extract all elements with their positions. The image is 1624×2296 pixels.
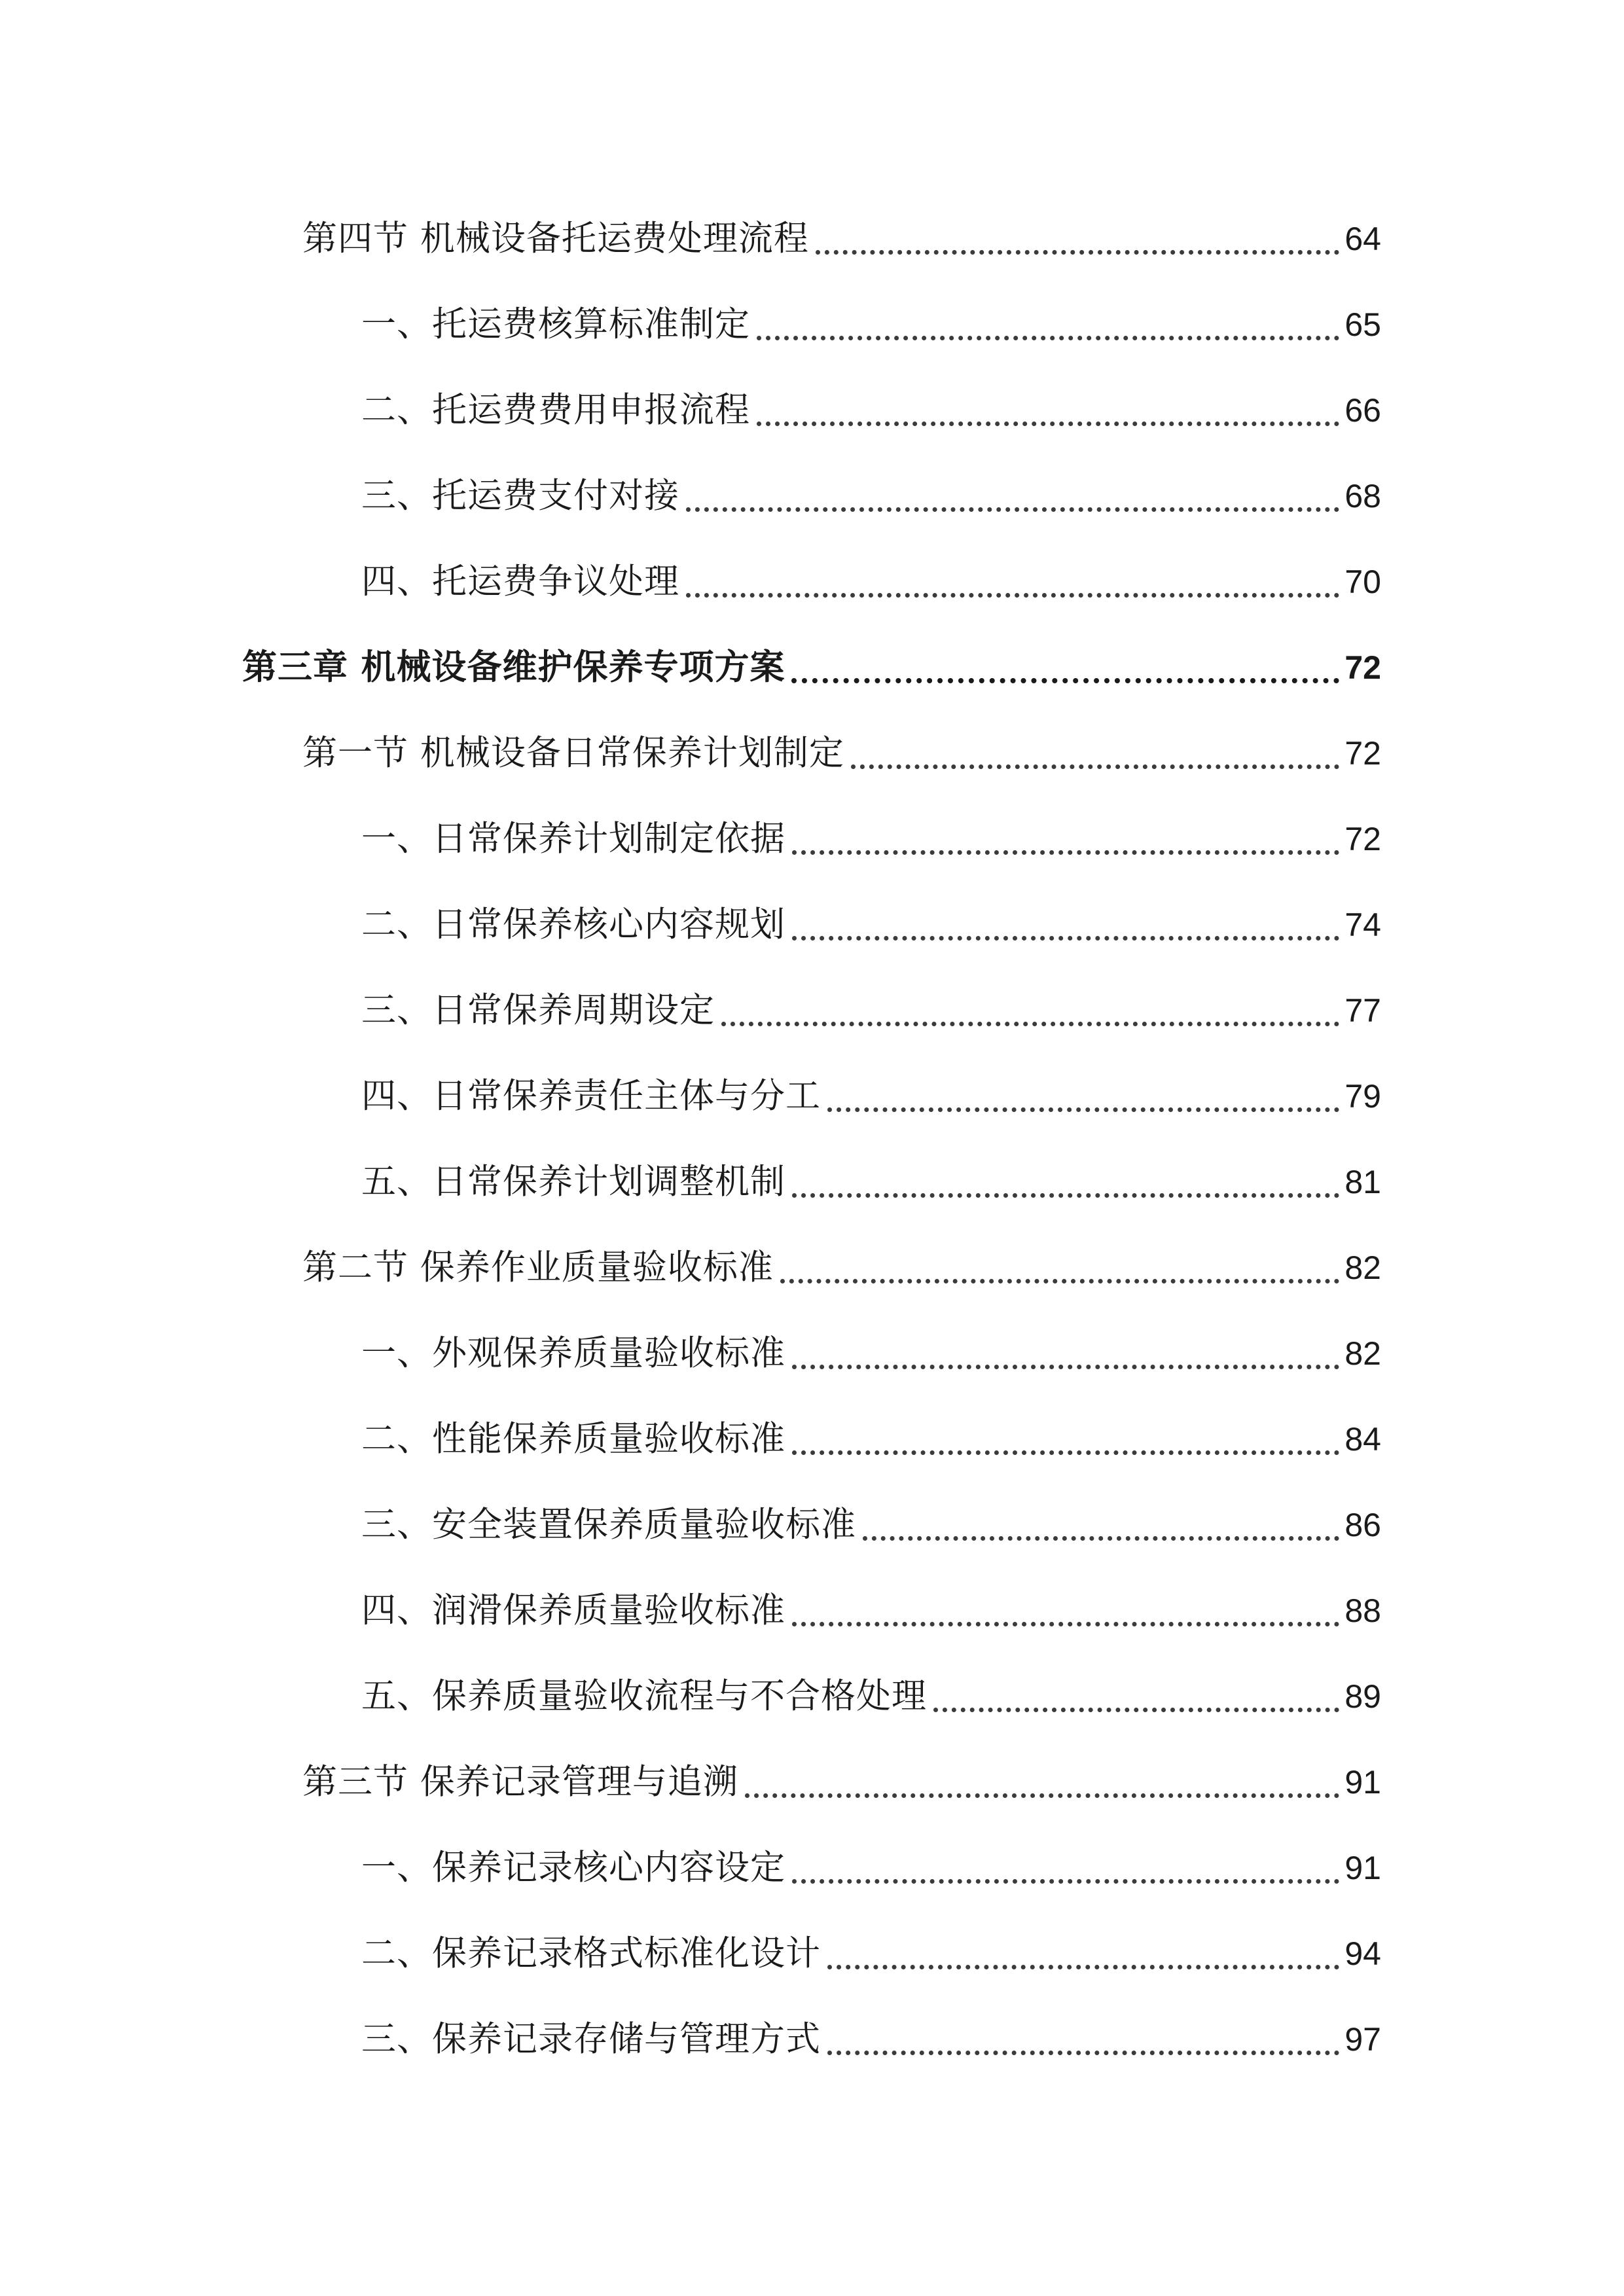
toc-entry[interactable] — [361, 2013, 1381, 2066]
toc-entry[interactable] — [361, 1413, 1381, 1465]
toc-entry-title: 二、托运费费用申报流程 — [361, 390, 750, 430]
toc-dot-leader — [792, 936, 1339, 941]
toc-entry-title: 二、保养记录格式标准化设计 — [361, 1933, 821, 1973]
toc-dot-leader — [721, 1022, 1339, 1026]
toc-dot-leader — [792, 1879, 1339, 1884]
toc-entry[interactable] — [361, 1670, 1381, 1723]
toc-entry-page: 64 — [1344, 221, 1381, 257]
toc-entry-title: 三、保养记录存储与管理方式 — [361, 2019, 821, 2059]
toc-dot-leader — [851, 764, 1340, 769]
toc-dot-leader — [792, 850, 1339, 855]
toc-entry-title: 一、日常保养计划制定依据 — [361, 819, 785, 859]
toc-entry[interactable] — [361, 899, 1381, 951]
toc-entry-page: 94 — [1344, 1935, 1381, 1972]
toc-entry-page: 86 — [1344, 1507, 1381, 1543]
toc-entry[interactable] — [361, 470, 1381, 522]
toc-dot-leader — [792, 1193, 1339, 1198]
toc-dot-leader — [827, 1107, 1339, 1112]
toc-dot-leader — [827, 2051, 1339, 2055]
toc-entry-page: 77 — [1344, 992, 1381, 1029]
toc-entry[interactable] — [302, 727, 1381, 780]
toc-entry-title: 五、保养质量验收流程与不合格处理 — [361, 1676, 927, 1716]
toc-entry-title: 一、外观保养质量验收标准 — [361, 1333, 785, 1373]
toc-entry-page: 72 — [1344, 735, 1381, 772]
toc-entry-title: 四、润滑保养质量验收标准 — [361, 1590, 785, 1630]
toc-entry-page: 91 — [1344, 1850, 1381, 1886]
toc-entry-title: 二、性能保养质量验收标准 — [361, 1419, 785, 1459]
toc-entry-page: 65 — [1344, 306, 1381, 343]
toc-entry-title: 第四节 机械设备托运费处理流程 — [302, 219, 809, 259]
toc-entry[interactable] — [302, 1756, 1381, 1808]
toc-entry-page: 84 — [1344, 1421, 1381, 1458]
toc-entry[interactable] — [361, 298, 1381, 351]
toc-dot-leader — [816, 250, 1340, 255]
toc-dot-leader — [792, 1622, 1339, 1626]
toc-entry[interactable] — [361, 1928, 1381, 1980]
toc-entry[interactable] — [361, 384, 1381, 437]
toc-entry-title: 五、日常保养计划调整机制 — [361, 1162, 785, 1202]
toc-entry-title: 第一节 机械设备日常保养计划制定 — [302, 733, 844, 773]
toc-entry[interactable] — [361, 1842, 1381, 1894]
toc-entry[interactable] — [361, 1499, 1381, 1551]
toc-entry-title: 四、托运费争议处理 — [361, 562, 679, 601]
toc-dot-leader — [792, 1450, 1339, 1455]
toc-entry-title: 三、安全装置保养质量验收标准 — [361, 1505, 856, 1545]
toc-entry[interactable] — [361, 1070, 1381, 1122]
toc-entry-title: 第二节 保养作业质量验收标准 — [302, 1247, 774, 1287]
toc-entry-page: 68 — [1344, 478, 1381, 514]
toc-dot-leader — [686, 507, 1339, 512]
toc-entry-title: 一、保养记录核心内容设定 — [361, 1848, 785, 1888]
toc-entry-chapter[interactable] — [242, 641, 1381, 694]
toc-entry-title: 三、日常保养周期设定 — [361, 990, 715, 1030]
toc-dot-leader — [933, 1708, 1339, 1712]
toc-dot-leader — [757, 336, 1339, 340]
toc-entry[interactable] — [302, 213, 1381, 265]
toc-entry-page: 72 — [1344, 649, 1381, 686]
toc-dot-leader — [686, 593, 1339, 598]
toc-dot-leader — [863, 1536, 1339, 1541]
toc-entry-title: 第三章 机械设备维护保养专项方案 — [242, 647, 785, 687]
toc-entry-page: 91 — [1344, 1764, 1381, 1801]
toc-entry-title: 一、托运费核算标准制定 — [361, 304, 750, 344]
toc-entry-page: 97 — [1344, 2021, 1381, 2058]
toc-entry-page: 82 — [1344, 1249, 1381, 1286]
toc-entry-page: 79 — [1344, 1078, 1381, 1115]
toc-entry-title: 四、日常保养责任主体与分工 — [361, 1076, 821, 1116]
toc-entry[interactable] — [361, 1585, 1381, 1637]
toc-entry[interactable] — [302, 1242, 1381, 1294]
toc-entry-page: 74 — [1344, 906, 1381, 943]
toc-entry[interactable] — [361, 984, 1381, 1037]
toc-entry-title: 三、托运费支付对接 — [361, 476, 679, 516]
toc-entry-page: 89 — [1344, 1678, 1381, 1715]
toc-dot-leader — [780, 1279, 1340, 1283]
toc-dot-leader — [757, 422, 1339, 426]
toc-entry-title: 二、日常保养核心内容规划 — [361, 905, 785, 944]
toc-entry-page: 81 — [1344, 1164, 1381, 1200]
toc-dot-leader — [792, 1365, 1339, 1369]
toc-entry-page: 88 — [1344, 1592, 1381, 1629]
toc-entry[interactable] — [361, 1327, 1381, 1380]
toc-dot-leader — [791, 678, 1339, 683]
toc-entry[interactable] — [361, 813, 1381, 865]
toc-entry-title: 第三节 保养记录管理与追溯 — [302, 1762, 738, 1802]
toc-dot-leader — [745, 1793, 1340, 1798]
toc-entry-page: 66 — [1344, 392, 1381, 429]
toc-entry[interactable] — [361, 1156, 1381, 1208]
toc-dot-leader — [827, 1965, 1339, 1969]
toc-entry[interactable] — [361, 556, 1381, 608]
toc-entry-page: 70 — [1344, 564, 1381, 600]
toc-entry-page: 72 — [1344, 821, 1381, 857]
toc-entry-page: 82 — [1344, 1335, 1381, 1372]
